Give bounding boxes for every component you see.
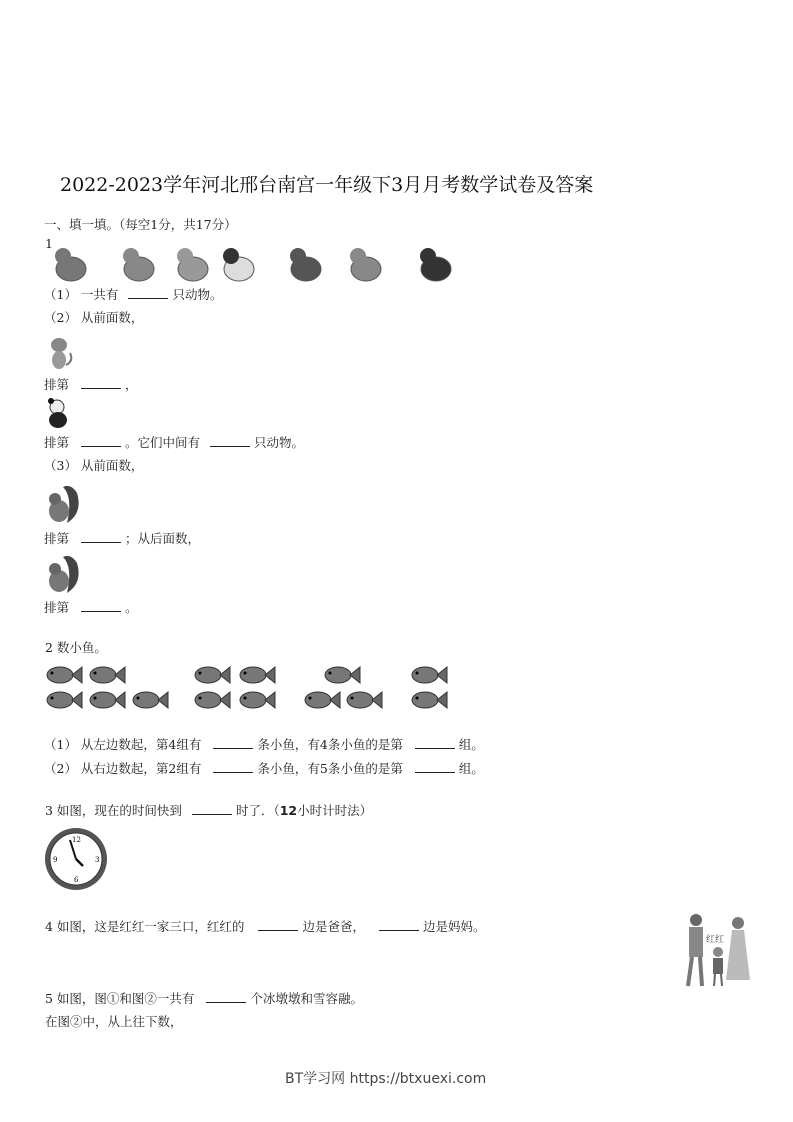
- answer-blank[interactable]: [213, 760, 253, 773]
- section-heading: 一、填一填。（每空1分，共17分）: [44, 217, 237, 232]
- answer-blank[interactable]: [192, 802, 232, 815]
- q3: [45, 802, 372, 819]
- text: 边是妈妈。: [422, 919, 486, 934]
- fish-icon: [409, 689, 449, 711]
- fish-icon: [302, 689, 342, 711]
- answer-blank[interactable]: [379, 918, 419, 931]
- q1-part2: （2） 从前面数，: [44, 310, 144, 325]
- text: 只动物。: [254, 435, 305, 450]
- text: 排第: [44, 600, 70, 615]
- text: ，: [125, 377, 138, 392]
- text: 。它们中间有: [125, 435, 201, 450]
- clock-image: [43, 826, 111, 892]
- hong-hong-label: 红红: [706, 935, 725, 945]
- q1-rank-line2: [44, 434, 304, 451]
- text: 排第: [44, 531, 70, 546]
- text: 条小鱼，有4条小鱼的是第: [257, 737, 403, 752]
- q1-rank-line1: [44, 376, 138, 393]
- answer-blank[interactable]: [81, 434, 121, 447]
- cat-image: [172, 243, 214, 285]
- family-image: [682, 912, 752, 990]
- text: （1） 从左边数起，第4组有: [44, 737, 202, 752]
- footer-watermark[interactable]: BT学习网 https://btxuexi.com: [285, 1071, 487, 1087]
- fish-icon: [87, 664, 127, 686]
- answer-blank[interactable]: [128, 286, 168, 299]
- svg-text:12: 12: [72, 836, 81, 844]
- svg-text:6: 6: [74, 876, 79, 884]
- squirrel-image: [45, 553, 83, 595]
- text: 组。: [458, 761, 484, 776]
- q1-rank-line3: [44, 530, 200, 547]
- text: 组。: [458, 737, 484, 752]
- fish-icon: [44, 664, 84, 686]
- answer-blank[interactable]: [415, 736, 455, 749]
- text: 个冰墩墩和雪容融。: [250, 991, 363, 1006]
- sheep-image: [218, 243, 260, 285]
- fish-icon: [409, 664, 449, 686]
- text: 边是爸爸，: [302, 919, 365, 934]
- q4: [45, 918, 485, 935]
- svg-text:3: 3: [95, 856, 100, 864]
- q2-heading: 2 数小鱼。: [45, 640, 107, 655]
- text: 5 如图，图①和图②一共有: [45, 991, 195, 1006]
- answer-blank[interactable]: [415, 760, 455, 773]
- q1-rank-line4: [44, 599, 138, 616]
- text: 条小鱼，有5条小鱼的是第: [257, 761, 403, 776]
- text: 只动物。: [172, 287, 223, 302]
- svg-text:9: 9: [53, 856, 58, 864]
- panda-image: [45, 397, 71, 429]
- answer-blank[interactable]: [206, 990, 246, 1003]
- fish-icon: [44, 689, 84, 711]
- q5: [45, 990, 363, 1007]
- text: 时了．（: [235, 803, 280, 818]
- text: 排第: [44, 435, 70, 450]
- squirrel-image: [285, 243, 327, 285]
- question-number: 1: [45, 236, 53, 251]
- text: （2） 从右边数起，第2组有: [44, 761, 202, 776]
- fish-icon: [344, 689, 384, 711]
- page-title: 2022-2023学年河北邢台南宫一年级下3月月考数学试卷及答案: [60, 174, 594, 196]
- squirrel-image: [45, 483, 83, 525]
- answer-blank[interactable]: [81, 376, 121, 389]
- text: 小时计时法）: [297, 803, 373, 818]
- text: 排第: [44, 377, 70, 392]
- cat-image: [45, 333, 75, 371]
- fish-icon: [192, 689, 232, 711]
- text: ；从后面数，: [125, 531, 201, 546]
- monkey-image: [50, 243, 92, 285]
- fish-icon: [322, 664, 362, 686]
- q1-part3: （3） 从前面数，: [44, 458, 144, 473]
- answer-blank[interactable]: [258, 918, 298, 931]
- answer-blank[interactable]: [81, 599, 121, 612]
- elephant-image: [345, 243, 387, 285]
- dog-image: [118, 243, 160, 285]
- q1-part1: [44, 286, 222, 303]
- fish-icon: [192, 664, 232, 686]
- panda-image: [415, 243, 457, 285]
- answer-blank[interactable]: [213, 736, 253, 749]
- fish-icon: [130, 689, 170, 711]
- q2-part1: [44, 736, 484, 753]
- answer-blank[interactable]: [81, 530, 121, 543]
- q2-part2: [44, 760, 484, 777]
- q5-line2: 在图②中，从上往下数，: [45, 1014, 183, 1029]
- text: 12: [279, 803, 298, 818]
- fish-icon: [87, 689, 127, 711]
- fish-icon: [237, 664, 277, 686]
- text: 3 如图，现在的时间快到: [45, 803, 182, 818]
- text: （1） 一共有: [44, 287, 119, 302]
- answer-blank[interactable]: [210, 434, 250, 447]
- text: 。: [125, 600, 138, 615]
- text: 4 如图，这是红红一家三口，红红的: [45, 919, 245, 934]
- fish-icon: [237, 689, 277, 711]
